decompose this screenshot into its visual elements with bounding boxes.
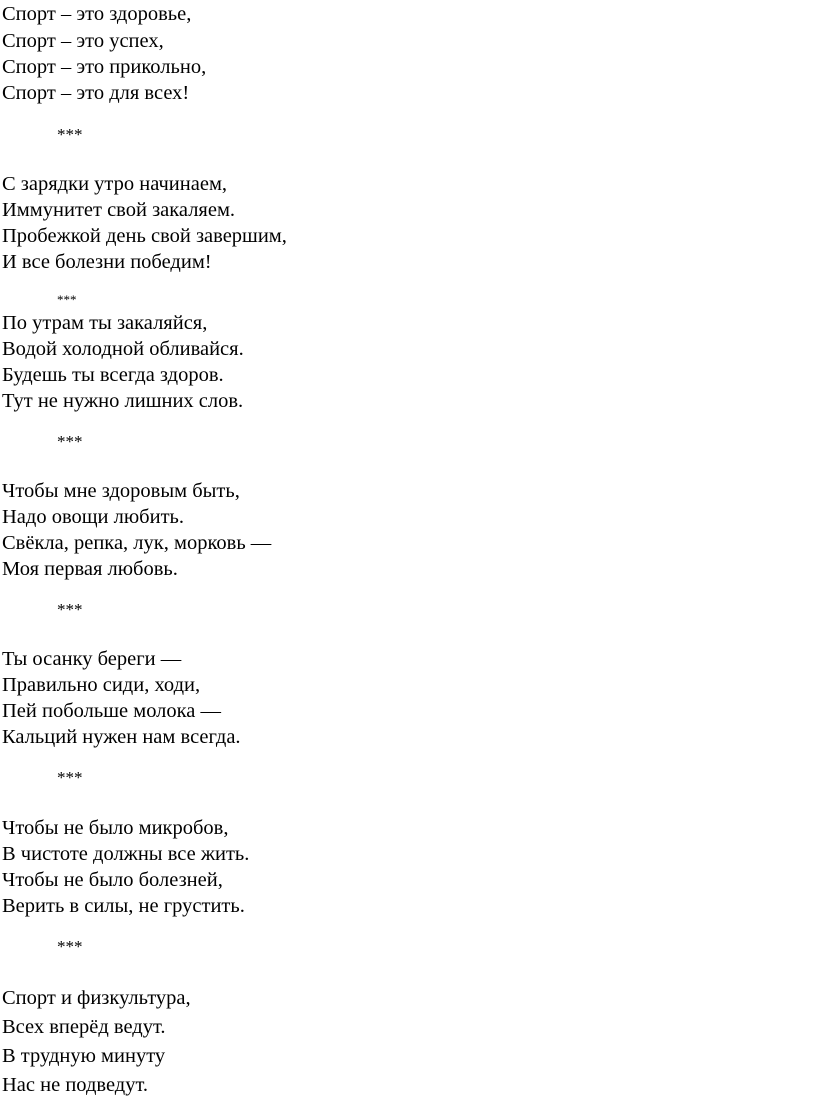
stanza-5-line-1: Ты осанку береги — xyxy=(2,648,182,670)
stanza-1-line-1: Спорт – это здоровье, xyxy=(2,3,192,25)
stanza-3-line-1: По утрам ты закаляйся, xyxy=(2,312,208,334)
stanza-5-line-2: Правильно сиди, ходи, xyxy=(2,674,201,696)
stanza-separator-1: *** xyxy=(57,125,83,144)
stanza-separator-4: *** xyxy=(57,600,83,619)
stanza-separator-2: *** xyxy=(57,292,77,307)
stanza-4-line-3: Свёкла, репка, лук, морковь — xyxy=(2,532,272,554)
stanza-3-line-3: Будешь ты всегда здоров. xyxy=(2,364,224,386)
stanza-1-line-2: Спорт – это успех, xyxy=(2,30,164,52)
stanza-2-line-4: И все болезни победим! xyxy=(2,251,212,273)
stanza-2-line-1: С зарядки утро начинаем, xyxy=(2,173,228,195)
stanza-7-line-2: Всех вперёд ведут. xyxy=(2,1016,166,1038)
stanza-1-line-4: Спорт – это для всех! xyxy=(2,82,190,104)
stanza-6-line-2: В чистоте должны все жить. xyxy=(2,843,250,865)
stanza-2-line-2: Иммунитет свой закаляем. xyxy=(2,199,236,221)
stanza-separator-6: *** xyxy=(57,937,83,956)
stanza-separator-3: *** xyxy=(57,432,83,451)
stanza-1-line-3: Спорт – это прикольно, xyxy=(2,56,207,78)
stanza-7-line-1: Спорт и физкультура, xyxy=(2,987,191,1009)
stanza-7-line-4: Нас не подведут. xyxy=(2,1074,148,1096)
stanza-6-line-3: Чтобы не было болезней, xyxy=(2,869,223,891)
stanza-separator-5: *** xyxy=(57,768,83,787)
stanza-3-line-4: Тут не нужно лишних слов. xyxy=(2,390,244,412)
stanza-4-line-4: Моя первая любовь. xyxy=(2,558,178,580)
stanza-6-line-4: Верить в силы, не грустить. xyxy=(2,895,245,917)
stanza-4-line-2: Надо овощи любить. xyxy=(2,506,185,528)
stanza-7-line-3: В трудную минуту xyxy=(2,1045,166,1067)
stanza-3-line-2: Водой холодной обливайся. xyxy=(2,338,244,360)
stanza-6-line-1: Чтобы не было микробов, xyxy=(2,817,229,839)
stanza-5-line-4: Кальций нужен нам всегда. xyxy=(2,726,241,748)
stanza-5-line-3: Пей побольше молока — xyxy=(2,700,222,722)
stanza-4-line-1: Чтобы мне здоровым быть, xyxy=(2,480,240,502)
stanza-2-line-3: Пробежкой день свой завершим, xyxy=(2,225,287,247)
